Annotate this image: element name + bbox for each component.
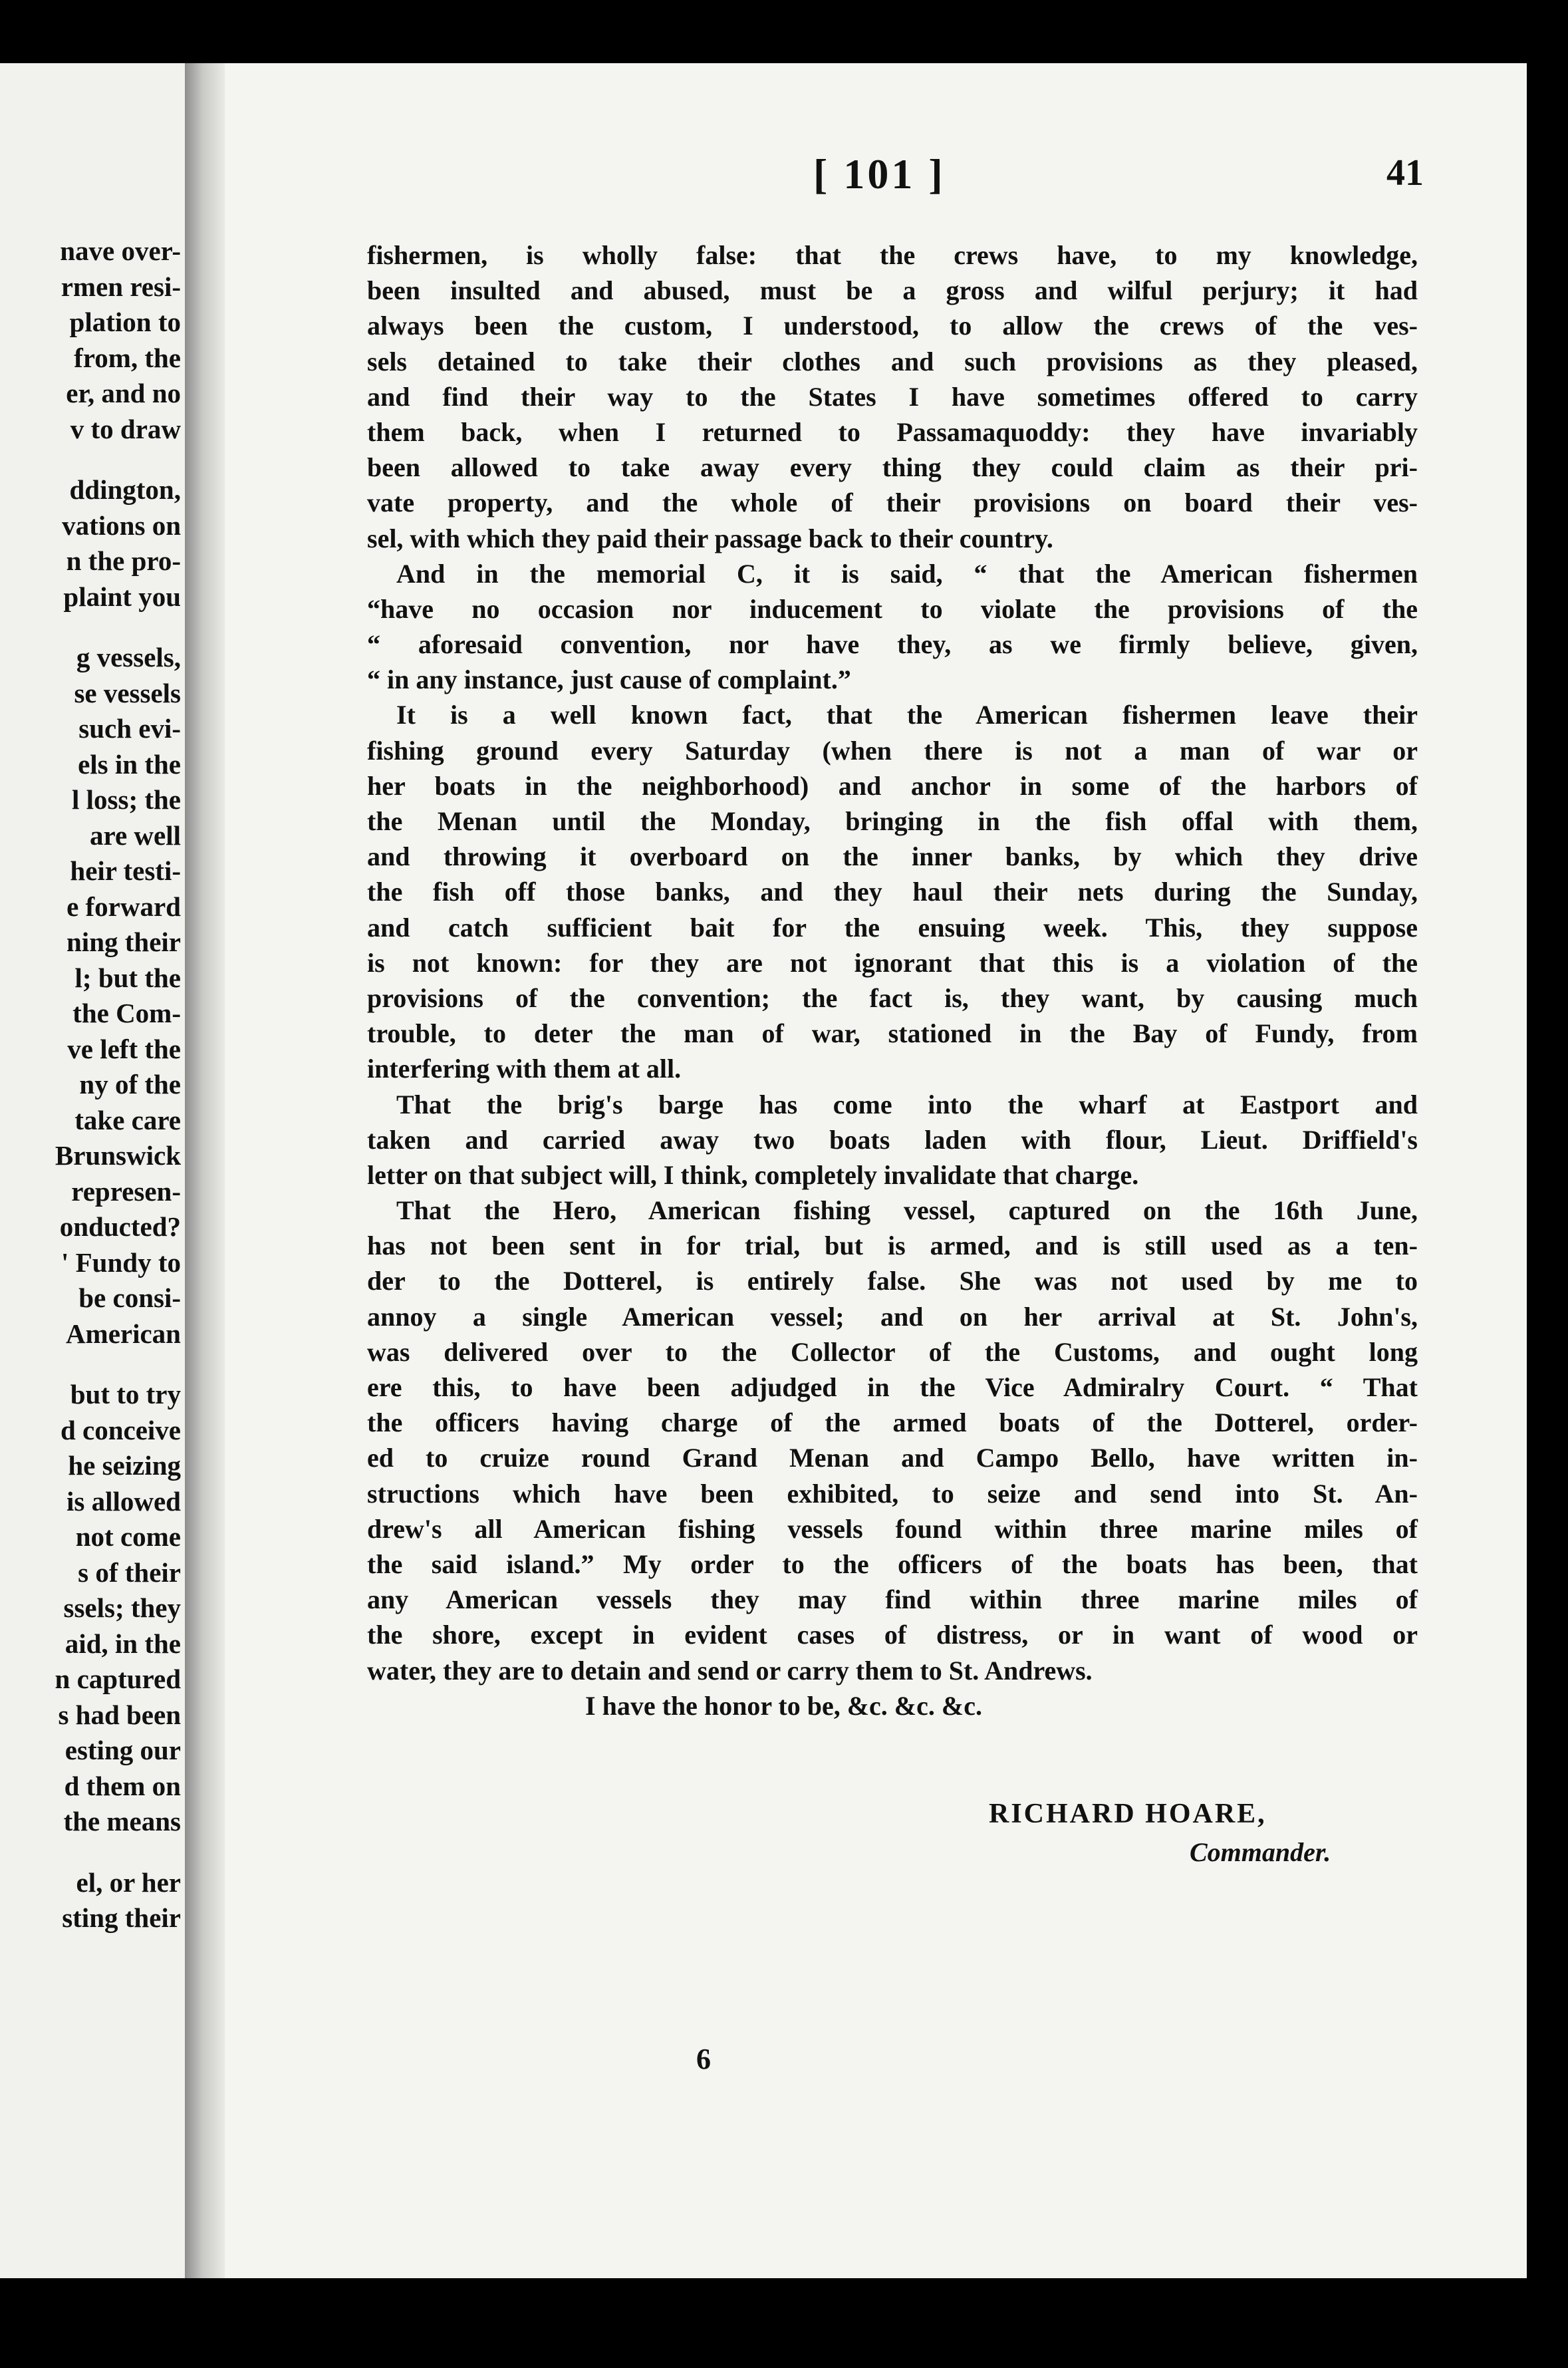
- body-line: always been the custom, I understood, to allow the crews of the ves-: [367, 311, 1418, 341]
- facing-page-line: n captured: [55, 1664, 181, 1694]
- facing-page-line: ve left the: [67, 1033, 181, 1064]
- facing-page-line: vations on: [62, 510, 181, 541]
- facing-page-line: onducted?: [59, 1211, 181, 1242]
- body-line: the shore, except in evident cases of distress, or in want of wood or: [367, 1620, 1418, 1650]
- paragraph-gap: [0, 1840, 181, 1865]
- body-line: letter on that subject will, I think, completely invalidate that charge.: [367, 1159, 1139, 1190]
- facing-page-line: plaint you: [63, 581, 181, 612]
- body-line: der to the Dotterel, is entirely false. She was not used by me to: [367, 1266, 1418, 1296]
- body-line: any American vessels they may find within three marine miles of: [367, 1584, 1418, 1615]
- body-line: And in the memorial C, it is said, “ that the American fishermen: [396, 558, 1418, 589]
- facing-page-line: rmen resi-: [61, 271, 181, 302]
- body-line: That the brig's barge has come into the wharf at Eastport and: [396, 1089, 1418, 1119]
- facing-page-line: ' Fundy to: [61, 1247, 181, 1278]
- body-line: sel, with which they paid their passage back to their country.: [367, 523, 1053, 553]
- facing-page-line: s of their: [78, 1556, 181, 1588]
- facing-page-line: the means: [63, 1806, 181, 1837]
- facing-page-text: [0, 233, 181, 1936]
- body-line: trouble, to deter the man of war, stationed in the Bay of Fundy, from: [367, 1018, 1418, 1049]
- facing-page-line: heir testi-: [70, 855, 181, 886]
- facing-page-line: he seizing: [68, 1450, 181, 1481]
- body-text: [367, 237, 1418, 1723]
- facing-page-line: d conceive: [60, 1414, 181, 1445]
- body-line: is not known: for they are not ignorant that this is a violation of the: [367, 947, 1418, 978]
- signature-mark: 6: [696, 2043, 711, 2075]
- facing-page-line: l; but the: [74, 962, 181, 993]
- facing-page-line: v to draw: [70, 413, 181, 444]
- facing-page-line: esting our: [65, 1735, 181, 1765]
- body-line: taken and carried away two boats laden with flour, Lieut. Driffield's: [367, 1124, 1418, 1155]
- facing-page-line: g vessels,: [76, 642, 181, 672]
- body-line: annoy a single American vessel; and on her arrival at St. John's,: [367, 1301, 1418, 1332]
- body-line: vate property, and the whole of their provisions on board their ves-: [367, 488, 1418, 518]
- body-line: water, they are to detain and send or carry them to St. Andrews.: [367, 1655, 1093, 1686]
- body-line: ed to cruize round Grand Menan and Campo Bello, have written in-: [367, 1443, 1418, 1473]
- signature-name: RICHARD HOARE,: [989, 1799, 1267, 1829]
- body-line: It is a well known fact, that the American fishermen leave their: [396, 700, 1418, 730]
- facing-page-line: ning their: [66, 927, 181, 957]
- document-number: [ 101 ]: [813, 150, 946, 198]
- body-line: the fish off those banks, and they haul their nets during the Sunday,: [367, 877, 1418, 907]
- page-gutter: [185, 63, 225, 2278]
- facing-page-line: plation to: [69, 307, 181, 337]
- body-line: I have the honor to be, &c. &c. &c.: [585, 1690, 982, 1721]
- body-line: structions which have been exhibited, to seize and send into St. An-: [367, 1478, 1418, 1509]
- document-page: [225, 63, 1527, 2278]
- paragraph-gap: [0, 1352, 181, 1377]
- body-line: provisions of the convention; the fact is, they want, by causing much: [367, 982, 1418, 1013]
- facing-page-line: er, and no: [66, 378, 181, 408]
- facing-page-line: s had been: [58, 1699, 181, 1730]
- body-line: and throwing it overboard on the inner banks, by which they drive: [367, 841, 1418, 872]
- facing-page-line: se vessels: [74, 677, 181, 708]
- facing-page-line: l loss; the: [72, 784, 181, 815]
- body-line: and catch sufficient bait for the ensuing week. This, they suppose: [367, 912, 1418, 943]
- facing-page-line: from, the: [74, 342, 181, 373]
- facing-page-line: aid, in the: [65, 1628, 181, 1659]
- body-line: sels detained to take their clothes and such provisions as they pleased,: [367, 346, 1418, 376]
- page-number: 41: [1386, 152, 1424, 194]
- body-line: drew's all American fishing vessels found within three marine miles of: [367, 1513, 1418, 1544]
- facing-page-line: be consi-: [78, 1282, 181, 1313]
- body-line: “have no occasion nor inducement to violate the provisions of the: [367, 593, 1418, 624]
- facing-page-line: but to try: [70, 1379, 181, 1409]
- facing-page-line: d them on: [64, 1770, 181, 1801]
- body-line: fishermen, is wholly false: that the crews have, to my knowledge,: [367, 240, 1418, 270]
- facing-page-line: the Com-: [72, 998, 181, 1028]
- facing-page-line: els in the: [78, 748, 181, 780]
- facing-page-line: ssels; they: [63, 1592, 181, 1623]
- facing-page-line: ddington,: [69, 474, 181, 505]
- facing-page-line: not come: [75, 1521, 181, 1552]
- facing-page-line: such evi-: [78, 713, 181, 744]
- paragraph-gap: [0, 447, 181, 472]
- facing-page-line: are well: [90, 819, 181, 851]
- facing-page-line: nave over-: [60, 235, 181, 266]
- facing-page-line: n the pro-: [66, 545, 181, 576]
- body-line: has not been sent in for trial, but is armed, and is still used as a ten-: [367, 1231, 1418, 1261]
- body-line: the said island.” My order to the officers of the boats has been, that: [367, 1549, 1418, 1579]
- paragraph-gap: [0, 615, 181, 640]
- body-line: been allowed to take away every thing they could claim as their pri-: [367, 452, 1418, 483]
- body-line: and find their way to the States I have sometimes offered to carry: [367, 381, 1418, 412]
- body-line: was delivered over to the Collector of the Customs, and ought long: [367, 1336, 1418, 1367]
- facing-page-line: Brunswick: [55, 1140, 181, 1171]
- body-line: ere this, to have been adjudged in the Vice Admiralry Court. “ That: [367, 1372, 1418, 1402]
- body-line: fishing ground every Saturday (when there is not a man of war or: [367, 735, 1418, 766]
- facing-page-line: take care: [74, 1104, 181, 1135]
- body-line: been insulted and abused, must be a gross and wilful perjury; it had: [367, 275, 1418, 306]
- body-line: “ aforesaid convention, nor have they, as we firmly believe, given,: [367, 629, 1418, 660]
- facing-page-line: el, or her: [76, 1866, 181, 1898]
- facing-page-line: is allowed: [66, 1485, 181, 1517]
- body-line: her boats in the neighborhood) and anchor in some of the harbors of: [367, 770, 1418, 801]
- body-line: the officers having charge of the armed boats of the Dotterel, order-: [367, 1407, 1418, 1438]
- facing-page-line: e forward: [66, 891, 181, 922]
- facing-page-line: sting their: [62, 1902, 181, 1933]
- facing-page-fragment: [0, 63, 185, 2278]
- facing-page-line: represen-: [71, 1175, 181, 1207]
- signature-title: Commander.: [1190, 1837, 1331, 1867]
- facing-page-line: ny of the: [79, 1069, 181, 1100]
- body-line: the Menan until the Monday, bringing in the fish offal with them,: [367, 806, 1418, 836]
- body-line: “ in any instance, just cause of complaint.”: [367, 665, 851, 695]
- facing-page-line: American: [65, 1318, 181, 1349]
- body-line: interfering with them at all.: [367, 1054, 682, 1084]
- body-line: That the Hero, American fishing vessel, captured on the 16th June,: [396, 1195, 1418, 1226]
- body-line: them back, when I returned to Passamaquoddy: they have invariably: [367, 416, 1418, 447]
